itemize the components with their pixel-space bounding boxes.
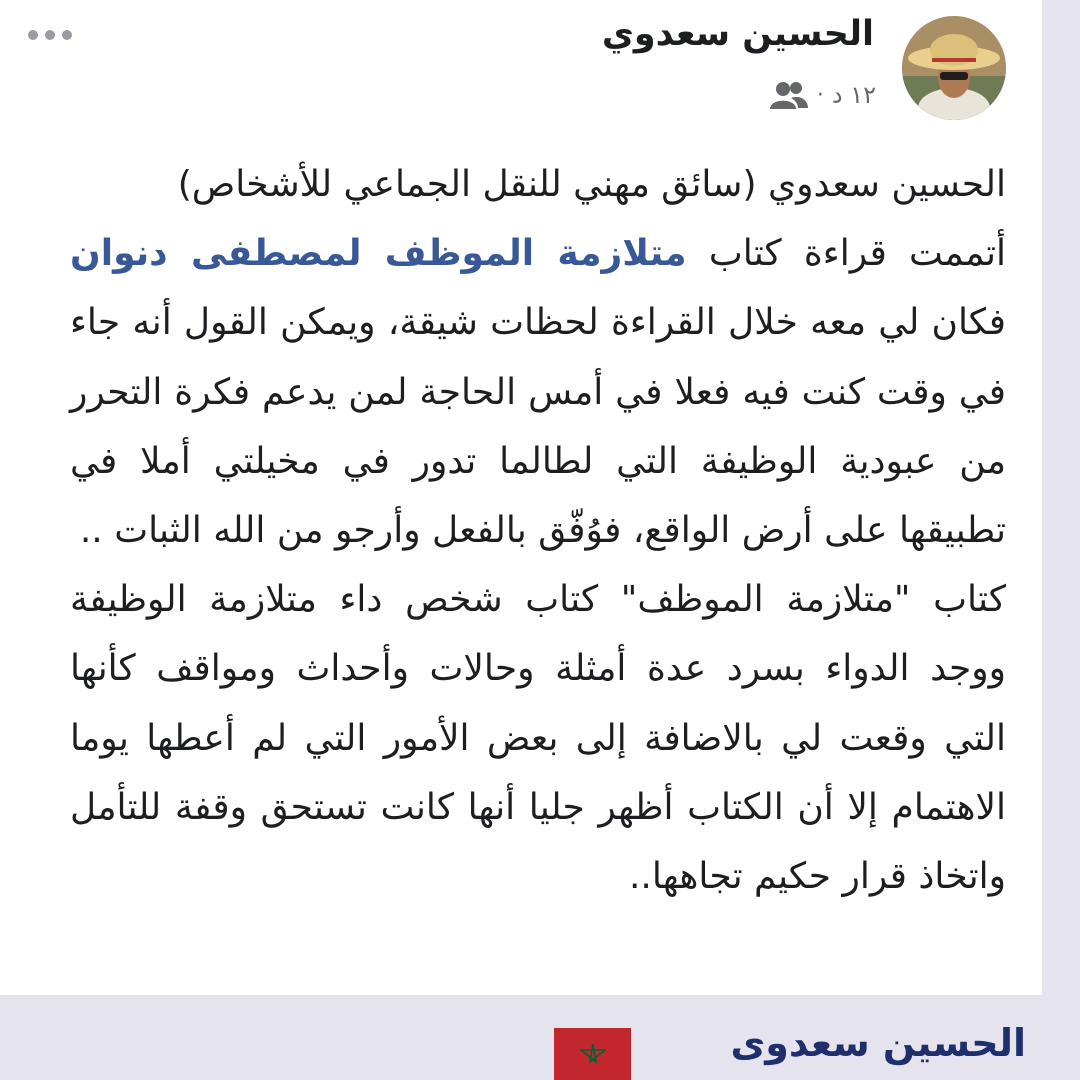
footer-author-name: الحسين سعدوى xyxy=(730,1021,1026,1065)
avatar-photo xyxy=(902,16,1006,120)
post-text: أتممت قراءة كتاب xyxy=(686,233,1006,275)
morocco-flag-icon xyxy=(554,1028,631,1080)
dot xyxy=(62,30,72,40)
post-time[interactable]: ١٢ د xyxy=(831,81,876,109)
post-meta xyxy=(769,80,876,110)
post-text: فكان لي معه خلال القراءة لحظات شيقة، ويمكن القول أنه جاء في وقت كنت فيه فعلا في أمس الحاجة لمن يدعم فكرة التحرر من عبودية الوظيفة التي لطالما تدور في مخيلتي أملا في تطبيقها على أرض الواقع، فوُفّق بالفعل وأرجو من الله الثبات .. xyxy=(70,302,1006,552)
more-options-icon[interactable] xyxy=(28,30,72,40)
dot xyxy=(28,30,38,40)
author-avatar[interactable] xyxy=(902,16,1006,120)
post-paragraph: كتاب "متلازمة الموظف" كتاب شخص داء متلازمة الوظيفة ووجد الدواء بسرد عدة أمثلة وحالات وأحداث ومواقف كأنها التي وقعت لي بالاضافة إلى بعض الأمور التي لم أعطها يوما الاهتمام إلا أن الكتاب أظهر جليا أنها كانت تستحق وقفة للتأمل واتخاذ قرار حكيم تجاهها.. xyxy=(70,579,1006,898)
meta-separator: · xyxy=(816,82,824,108)
book-link[interactable]: متلازمة الموظف لمصطفى دنوان xyxy=(70,233,687,275)
author-name[interactable]: الحسين سعدوي xyxy=(601,14,874,54)
footer-banner xyxy=(0,995,1080,1080)
post-text-line: الحسين سعدوي (سائق مهني للنقل الجماعي للأشخاص) xyxy=(177,164,1006,205)
friends-icon[interactable] xyxy=(769,80,809,110)
dot xyxy=(45,30,55,40)
post-body xyxy=(70,150,1006,911)
post-paragraph xyxy=(70,150,1006,565)
